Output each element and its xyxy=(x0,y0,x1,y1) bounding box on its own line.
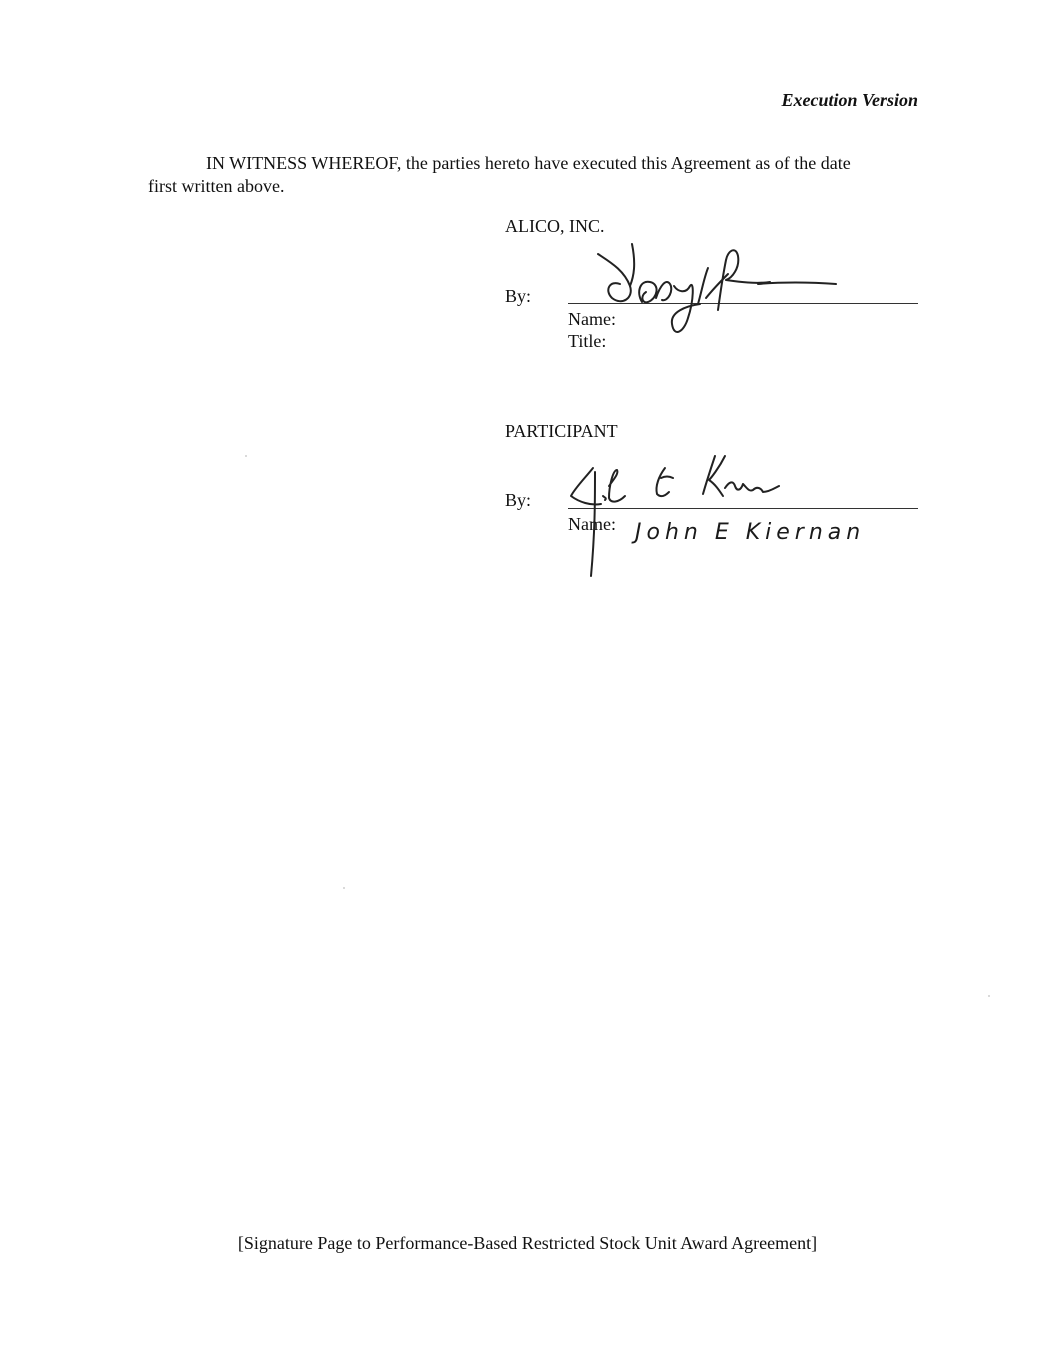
scan-speck xyxy=(343,887,345,889)
scan-speck xyxy=(245,455,247,457)
participant-by-label: By: xyxy=(505,490,532,510)
participant-name-label: Name: xyxy=(568,514,616,534)
witness-clause xyxy=(148,152,918,198)
participant-label: PARTICIPANT xyxy=(505,421,618,441)
company-signature xyxy=(590,240,840,370)
company-name: ALICO, INC. xyxy=(505,216,605,236)
version-label: Execution Version xyxy=(781,90,918,110)
signature-page-footer: [Signature Page to Performance-Based Restricted Stock Unit Award Agreement] xyxy=(237,1233,818,1253)
participant-handwritten-name: John E Kiernan xyxy=(635,520,866,545)
company-by-label: By: xyxy=(505,286,532,306)
witness-line-2: first written above. xyxy=(148,176,285,196)
scan-speck xyxy=(988,995,990,997)
participant-signature xyxy=(565,452,795,582)
company-title-label: Title: xyxy=(568,331,607,351)
company-name-label: Name: xyxy=(568,309,616,329)
witness-line-1: IN WITNESS WHEREOF, the parties hereto have executed this Agreement as of the date xyxy=(206,153,851,173)
